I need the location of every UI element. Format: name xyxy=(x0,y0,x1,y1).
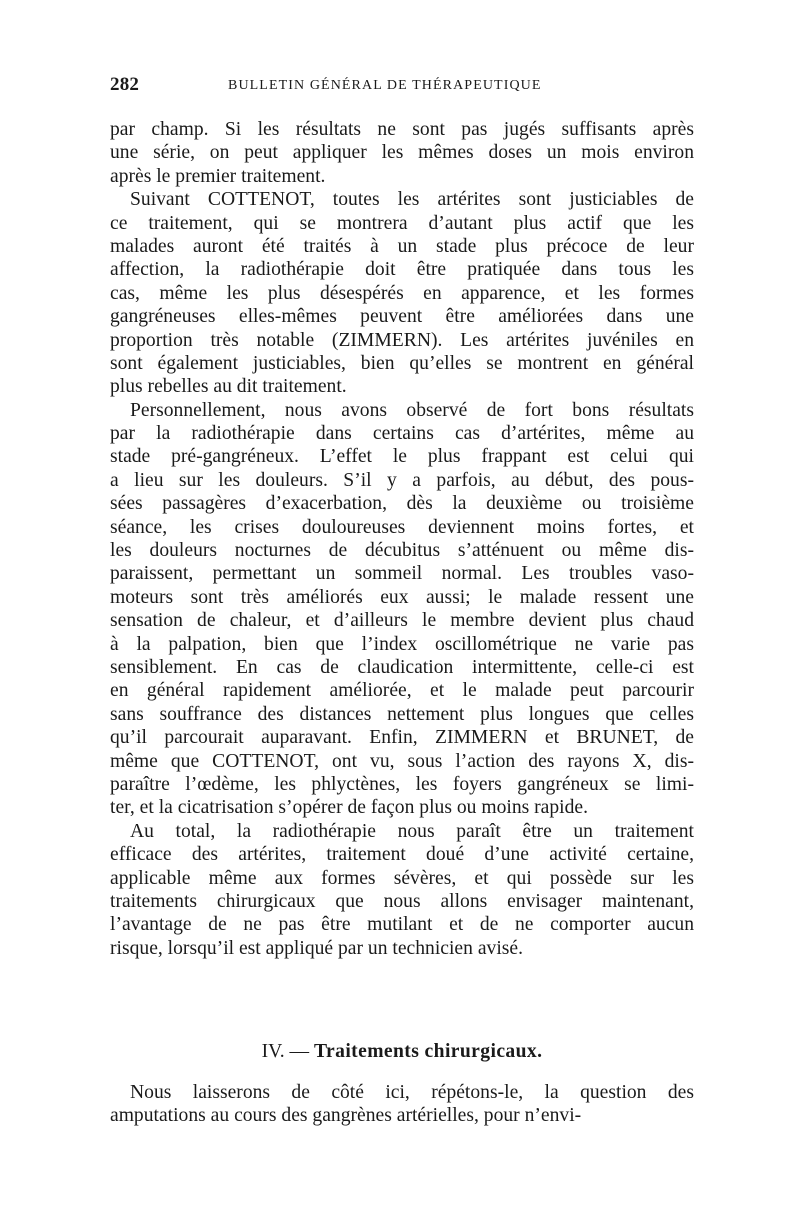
text-line: après le premier traitement. xyxy=(110,165,326,187)
paragraph xyxy=(110,188,694,399)
text-line: Au total, la radiothérapie nous paraît être un traitement xyxy=(130,820,694,842)
text-line: a lieu sur les douleurs. S’il y a parfois, au début, des pous- xyxy=(110,469,694,491)
text-line: en général rapidement améliorée, et le malade peut parcourir xyxy=(110,680,694,702)
body-text xyxy=(110,118,694,960)
text-line: ter, et la cicatrisation s’opérer de façon plus ou moins rapide. xyxy=(110,797,588,819)
text-line: sensation de chaleur, et d’ailleurs le membre devient plus chaud xyxy=(110,610,694,632)
text-line: à la palpation, bien que l’index oscillométrique ne varie pas xyxy=(110,633,694,655)
text-line: moteurs sont très améliorés eux aussi; le malade ressent une xyxy=(110,586,694,608)
running-title: BULLETIN GÉNÉRAL DE THÉRAPEUTIQUE xyxy=(228,78,542,93)
section-number: IV. — xyxy=(261,1041,310,1062)
paragraph xyxy=(110,399,694,820)
text-line: par la radiothérapie dans certains cas d’artérites, même au xyxy=(110,423,694,445)
text-line: une série, on peut appliquer les mêmes doses un mois environ xyxy=(110,142,694,164)
text-line: affection, la radiothérapie doit être pratiquée dans tous les xyxy=(110,259,694,281)
text-line: sées passagères d’exacerbation, dès la deuxième ou troisième xyxy=(110,493,694,515)
text-line: qu’il parcourait auparavant. Enfin, ZIMMERN et BRUNET, de xyxy=(110,727,694,749)
text-line: paraissent, permettant un sommeil normal. Les troubles vaso- xyxy=(110,563,694,585)
text-line: Personnellement, nous avons observé de fort bons résultats xyxy=(130,399,694,421)
paragraph xyxy=(110,820,694,960)
text-line: risque, lorsqu’il est appliqué par un technicien avisé. xyxy=(110,937,523,959)
paragraph xyxy=(110,1081,694,1128)
text-line: malades auront été traités à un stade plus précoce de leur xyxy=(110,235,694,257)
text-line: les douleurs nocturnes de décubitus s’atténuent ou même dis- xyxy=(110,540,694,562)
text-line: séance, les crises douloureuses deviennent moins fortes, et xyxy=(110,516,694,538)
text-line: efficace des artérites, traitement doué d’une activité certaine, xyxy=(110,844,694,866)
text-line: Suivant COTTENOT, toutes les artérites sont justiciables de xyxy=(130,189,694,211)
text-line: sont également justiciables, bien qu’elles se montrent en général xyxy=(110,352,694,374)
text-line: traitements chirurgicaux que nous allons envisager maintenant, xyxy=(110,890,694,912)
text-line: stade pré-gangréneux. L’effet le plus frappant est celui qui xyxy=(110,446,694,468)
closing-text xyxy=(110,1081,694,1128)
paragraph xyxy=(110,118,694,188)
page-header xyxy=(110,74,694,104)
text-line: Nous laisserons de côté ici, répétons-le, la question des xyxy=(130,1082,694,1103)
section-title: Traitements chirurgicaux. xyxy=(314,1041,543,1062)
text-line: amputations au cours des gangrènes artérielles, pour n’envi- xyxy=(110,1105,582,1127)
text-line: sensiblement. En cas de claudication intermittente, celle-ci est xyxy=(110,656,694,678)
text-line: paraître l’œdème, les phlyctènes, les foyers gangréneux se limi- xyxy=(110,773,694,795)
text-line: proportion très notable (ZIMMERN). Les artérites juvéniles en xyxy=(110,329,694,351)
text-line: plus rebelles au dit traitement. xyxy=(110,376,347,398)
text-line: même que COTTENOT, ont vu, sous l’action des rayons X, dis- xyxy=(110,750,694,772)
text-line: l’avantage de ne pas être mutilant et de ne comporter aucun xyxy=(110,914,694,936)
text-line: gangréneuses elles-mêmes peuvent être améliorées dans une xyxy=(110,306,694,328)
text-line: sans souffrance des distances nettement plus longues que celles xyxy=(110,703,694,725)
text-line: applicable même aux formes sévères, et qui possède sur les xyxy=(110,867,694,889)
page-number: 282 xyxy=(110,74,140,95)
text-line: ce traitement, qui se montrera d’autant plus actif que les xyxy=(110,212,694,234)
section-heading xyxy=(110,1040,694,1064)
text-line: par champ. Si les résultats ne sont pas jugés suffisants après xyxy=(110,119,694,140)
text-line: cas, même les plus désespérés en apparence, et les formes xyxy=(110,282,694,304)
